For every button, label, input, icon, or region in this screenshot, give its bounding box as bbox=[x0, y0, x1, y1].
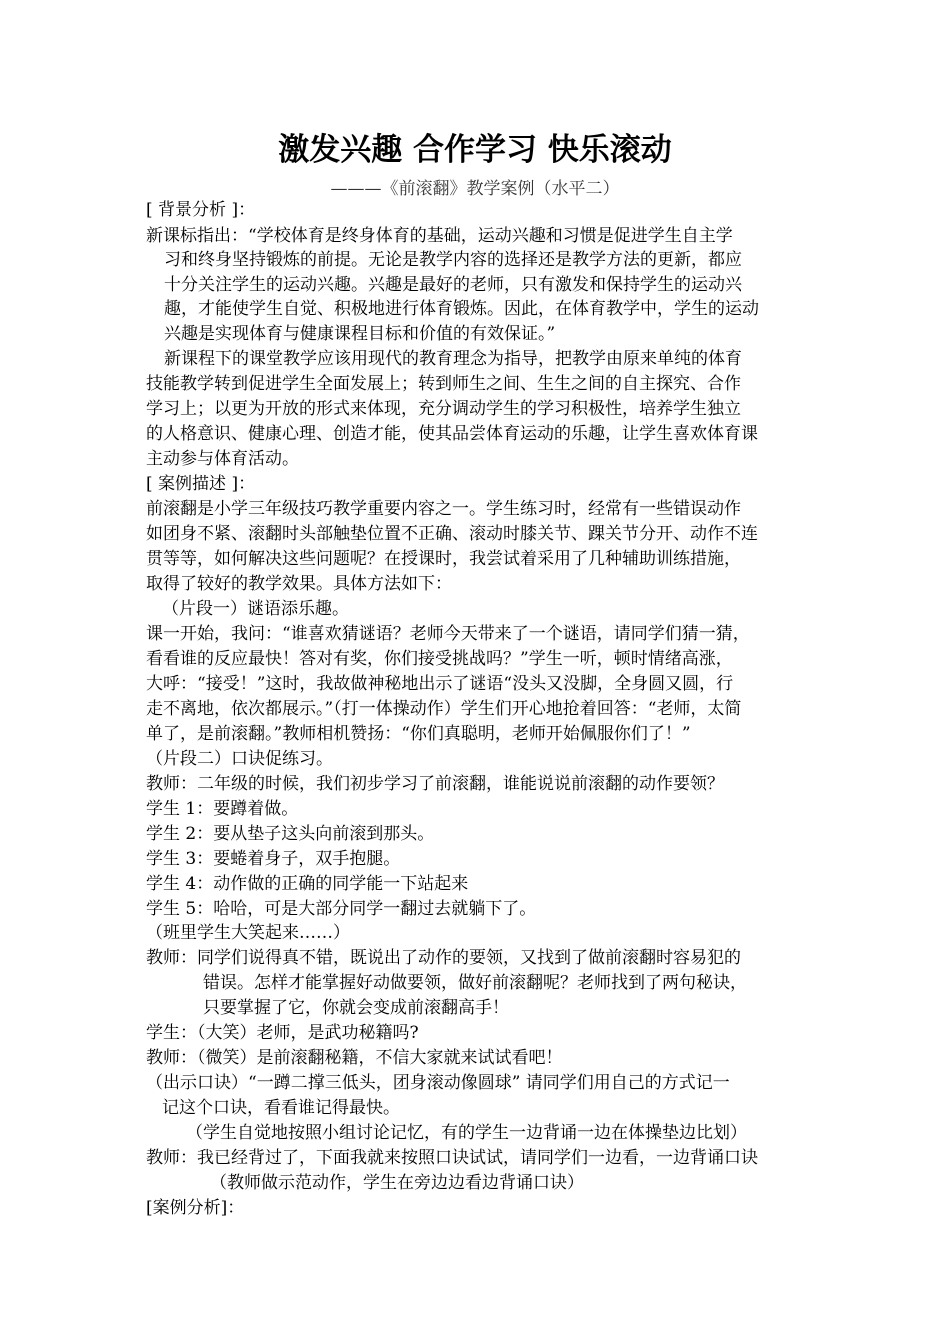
dialogue-line: 教师：二年级的时候，我们初步学习了前滚翻，谁能说说前滚翻的动作要领？ bbox=[146, 774, 724, 794]
dialogue-line: （出示口诀）“一蹲二撑三低头，团身滚动像圆球” 请同学们用自己的方式记一 bbox=[146, 1073, 730, 1093]
paragraph-line: 学习上；以更为开放的形式来体现，充分调动学生的学习积极性，培养学生独立 bbox=[146, 399, 741, 419]
dialogue-line: 教师：同学们说得真不错，既说出了动作的要领，又找到了做前滚翻时容易犯的 bbox=[146, 948, 741, 968]
dialogue-line: 教师：（微笑）是前滚翻秘籍，不信大家就来试试看吧！ bbox=[146, 1048, 563, 1068]
paragraph-line: 的人格意识、健康心理、创造才能，使其品尝体育运动的乐趣，让学生喜欢体育课 bbox=[146, 424, 758, 444]
section-heading-case-description: [ 案例描述 ]： bbox=[146, 474, 256, 494]
dialogue-line: 学生：（大笑）老师，是武功秘籍吗? bbox=[146, 1023, 419, 1043]
dialogue-line: 学生 2：要从垫子这头向前滚到那头。 bbox=[146, 824, 435, 844]
dialogue-line: 记这个口诀，看看谁记得最快。 bbox=[162, 1098, 400, 1118]
paragraph-line: 取得了较好的教学效果。具体方法如下： bbox=[146, 574, 452, 594]
paragraph-line: 新课程下的课堂教学应该用现代的教育理念为指导，把教学由原来单纯的体育 bbox=[164, 349, 742, 369]
paragraph-line: 兴趣是实现体育与健康课程目标和价值的有效保证。” bbox=[164, 324, 556, 344]
paragraph-line: 趣，才能使学生自觉、积极地进行体育锻炼。因此，在体育教学中，学生的运动 bbox=[164, 299, 759, 319]
paragraph-line: 新课标指出：“学校体育是终身体育的基础，运动兴趣和习惯是促进学生自主学 bbox=[146, 226, 733, 246]
paragraph-line: 前滚翻是小学三年级技巧教学重要内容之一。学生练习时，经常有一些错误动作 bbox=[146, 499, 741, 519]
paragraph-line: 走不离地，依次都展示。”（打一体操动作）学生们开心地抢着回答：“老师，太简 bbox=[146, 699, 742, 719]
document-title: 激发兴趣 合作学习 快乐滚动 bbox=[278, 132, 672, 168]
paragraph-line: 习和终身坚持锻炼的前提。无论是教学内容的选择还是教学方法的更新，都应 bbox=[164, 250, 742, 270]
dialogue-line: 只要掌握了它，你就会变成前滚翻高手！ bbox=[203, 998, 509, 1018]
segment-heading-two: （片段二）口诀促练习。 bbox=[146, 749, 333, 769]
dialogue-line: （教师做示范动作，学生在旁边边看边背诵口诀） bbox=[210, 1173, 584, 1193]
dialogue-line: 学生 4：动作做的正确的同学能一下站起来 bbox=[146, 874, 469, 894]
paragraph-line: 大呼：“接受！”这时，我故做神秘地出示了谜语“没头又没脚，全身圆又圆，行 bbox=[146, 674, 734, 694]
document-subtitle: ———《前滚翻》教学案例（水平二） bbox=[330, 179, 620, 199]
dialogue-line: （班里学生大笑起来……） bbox=[146, 923, 350, 943]
paragraph-line: 单了，是前滚翻。”教师相机赞扬：“你们真聪明，老师开始佩服你们了！” bbox=[146, 724, 691, 744]
dialogue-line: 学生 3：要蜷着身子，双手抱腿。 bbox=[146, 849, 401, 869]
dialogue-line: 教师：我已经背过了，下面我就来按照口诀试试，请同学们一边看，一边背诵口诀 bbox=[146, 1148, 758, 1168]
dialogue-line: 学生 1：要蹲着做。 bbox=[146, 799, 299, 819]
paragraph-line: 如团身不紧、滚翻时头部触垫位置不正确、滚动时膝关节、踝关节分开、动作不连 bbox=[146, 524, 758, 544]
paragraph-line: 主动参与体育活动。 bbox=[146, 449, 299, 469]
paragraph-line: 十分关注学生的运动兴趣。兴趣是最好的老师，只有激发和保持学生的运动兴 bbox=[164, 275, 742, 295]
paragraph-line: 贯等等，如何解决这些问题呢？在授课时，我尝试着采用了几种辅助训练措施， bbox=[146, 549, 741, 569]
paragraph-line: 技能教学转到促进学生全面发展上；转到师生之间、生生之间的自主探究、合作 bbox=[146, 374, 741, 394]
paragraph-line: 课一开始，我问：“谁喜欢猜谜语？老师今天带来了一个谜语，请同学们猜一猜， bbox=[146, 624, 750, 644]
section-heading-case-analysis: [案例分析]： bbox=[146, 1198, 245, 1218]
dialogue-line: （学生自觉地按照小组讨论记忆，有的学生一边背诵一边在体操垫边比划） bbox=[186, 1123, 747, 1143]
dialogue-line: 学生 5：哈哈，可是大部分同学一翻过去就躺下了。 bbox=[146, 899, 537, 919]
section-heading-background: [ 背景分析 ]： bbox=[146, 200, 256, 220]
paragraph-line: 看看谁的反应最快！答对有奖，你们接受挑战吗？”学生一听，顿时情绪高涨， bbox=[146, 649, 733, 669]
dialogue-line: 错误。怎样才能掌握好动做要领，做好前滚翻呢？老师找到了两句秘诀， bbox=[203, 973, 747, 993]
segment-heading-one: （片段一）谜语添乐趣。 bbox=[162, 599, 349, 619]
